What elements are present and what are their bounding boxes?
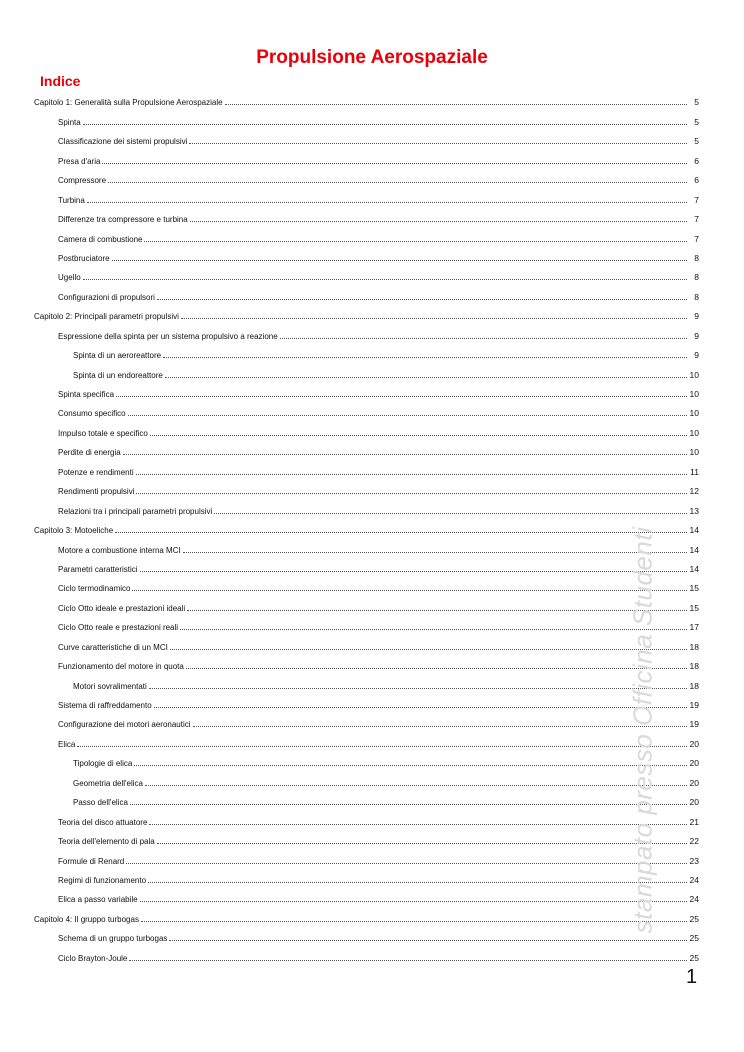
dot-leader — [280, 337, 687, 339]
toc-entry-label: Capitolo 2: Principali parametri propulsivi — [34, 312, 179, 322]
dot-leader — [225, 103, 687, 105]
toc-entry-page: 19 — [689, 719, 699, 730]
toc-entry[interactable] — [34, 943, 699, 962]
toc-entry-page: 8 — [694, 252, 699, 263]
toc-entry-page: 25 — [689, 933, 699, 944]
dot-leader — [148, 881, 687, 883]
dot-leader — [87, 201, 687, 203]
toc-entry-page: 10 — [689, 427, 699, 438]
toc-entry-label: Impulso totale e specifico — [58, 428, 148, 438]
toc-entry-page: 5 — [694, 116, 699, 127]
toc-entry-page: 24 — [689, 894, 699, 905]
toc-entry-page: 12 — [689, 486, 699, 497]
toc-entry-page: 20 — [689, 758, 699, 769]
toc-entry[interactable] — [34, 399, 699, 418]
dot-leader — [116, 395, 687, 397]
toc-entry-label: Funzionamento del motore in quota — [58, 662, 184, 672]
dot-leader — [83, 123, 687, 125]
dot-leader — [193, 725, 687, 727]
toc-entry-page: 15 — [689, 602, 699, 613]
dot-leader — [136, 492, 687, 494]
toc-entry-label: Presa d'aria — [58, 156, 101, 166]
toc-entry[interactable] — [34, 146, 699, 165]
toc-chapter-entry[interactable] — [34, 302, 699, 321]
toc-entry-page: 14 — [689, 525, 699, 536]
toc-entry-label: Rendimenti propulsivi — [58, 487, 135, 497]
toc-entry-label: Capitolo 4: Il gruppo turbogas — [34, 914, 139, 924]
toc-entry-page: 14 — [689, 563, 699, 574]
toc-entry[interactable] — [34, 885, 699, 904]
dot-leader — [157, 842, 687, 844]
toc-entry-label: Espressione della spinta per un sistema propulsivo a reazione — [58, 331, 278, 341]
dot-leader — [183, 551, 687, 553]
toc-entry-label: Capitolo 1: Generalità sulla Propulsione Aerospaziale — [34, 98, 223, 108]
toc-entry-page: 18 — [689, 661, 699, 672]
toc-entry[interactable] — [34, 710, 699, 729]
dot-leader — [157, 298, 687, 300]
toc-entry[interactable] — [34, 691, 699, 710]
toc-entry-label: Motore a combustione interna MCI — [58, 545, 181, 555]
dot-leader — [190, 220, 687, 222]
toc-entry-label: Classificazione dei sistemi propulsivi — [58, 137, 188, 147]
dot-leader — [154, 706, 687, 708]
toc-entry-label: Tipologie di elica — [73, 759, 133, 769]
toc-entry-label: Teoria dell'elemento di pala — [58, 837, 155, 847]
toc-entry[interactable] — [34, 418, 699, 437]
dot-leader — [136, 473, 687, 475]
toc-entry[interactable] — [34, 438, 699, 457]
toc-entry-page: 9 — [694, 330, 699, 341]
toc-entry-page: 25 — [689, 952, 699, 963]
toc-entry-page: 10 — [689, 369, 699, 380]
toc-entry-page: 22 — [689, 836, 699, 847]
toc-entry[interactable] — [34, 632, 699, 651]
toc-entry-label: Camera di combustione — [58, 234, 143, 244]
dot-leader — [149, 687, 687, 689]
toc-entry-page: 25 — [689, 913, 699, 924]
toc-entry-label: Curve caratteristiche di un MCI — [58, 642, 168, 652]
toc-entry-label: Perdite di energia — [58, 448, 121, 458]
toc-entry-label: Differenze tra compressore e turbina — [58, 215, 188, 225]
toc-entry-page: 14 — [689, 544, 699, 555]
toc-entry-page: 20 — [689, 777, 699, 788]
toc-entry-page: 15 — [689, 583, 699, 594]
toc-entry[interactable] — [34, 846, 699, 865]
toc-entry[interactable] — [34, 185, 699, 204]
toc-entry[interactable] — [34, 321, 699, 340]
dot-leader — [150, 434, 687, 436]
dot-leader — [108, 181, 687, 183]
toc-entry-page: 23 — [689, 855, 699, 866]
dot-leader — [134, 764, 687, 766]
page-number: 1 — [686, 966, 698, 988]
dot-leader — [129, 959, 687, 961]
toc-entry-page: 8 — [694, 291, 699, 302]
toc-entry-page: 17 — [689, 622, 699, 633]
dot-leader — [169, 939, 687, 941]
toc-entry-page: 20 — [689, 738, 699, 749]
dot-leader — [163, 356, 687, 358]
toc-entry-label: Relazioni tra i principali parametri propulsivi — [58, 506, 213, 516]
dot-leader — [83, 278, 687, 280]
toc-entry-label: Motori sovralimentati — [73, 681, 147, 691]
toc-entry[interactable] — [34, 555, 699, 574]
toc-entry-label: Elica a passo variabile — [58, 895, 138, 905]
dot-leader — [112, 259, 687, 261]
toc-entry[interactable] — [34, 380, 699, 399]
toc-entry[interactable] — [34, 263, 699, 282]
dot-leader — [140, 900, 687, 902]
toc-entry-page: 19 — [689, 700, 699, 710]
toc-entry-page: 20 — [689, 797, 699, 808]
dot-leader — [214, 512, 687, 514]
toc-entry-label: Spinta di un aeroreattore — [73, 351, 162, 361]
toc-entry[interactable] — [34, 671, 699, 690]
toc-entry[interactable] — [34, 166, 699, 185]
dot-leader — [126, 862, 687, 864]
toc-entry-page: 6 — [694, 155, 699, 166]
toc-entry[interactable] — [34, 652, 699, 671]
toc-entry-page: 5 — [694, 136, 699, 147]
toc-entry[interactable] — [34, 224, 699, 243]
toc-entry-label: Passo dell'elica — [73, 798, 128, 808]
dot-leader — [102, 162, 687, 164]
toc-entry[interactable] — [34, 613, 699, 632]
toc-entry-label: Sistema di raffreddamento — [58, 701, 152, 710]
toc-entry-page: 10 — [689, 447, 699, 458]
toc-entry-page: 21 — [689, 816, 699, 827]
toc-entry-label: Formule di Renard — [58, 856, 125, 866]
toc-entry-label: Consumo specifico — [58, 409, 126, 419]
toc-entry-page: 11 — [690, 466, 699, 477]
toc-entry[interactable] — [34, 282, 699, 301]
dot-leader — [144, 240, 687, 242]
toc-entry-label: Ciclo termodinamico — [58, 584, 131, 594]
toc-entry-label: Spinta specifica — [58, 390, 115, 399]
toc-entry-page: 9 — [694, 311, 699, 322]
toc-entry-label: Teoria del disco attuatore — [58, 817, 148, 827]
table-of-contents — [34, 88, 699, 963]
toc-entry[interactable] — [34, 457, 699, 476]
toc-entry[interactable] — [34, 535, 699, 554]
toc-entry-page: 24 — [689, 874, 699, 885]
dot-leader — [132, 589, 687, 591]
toc-entry-label: Schema di un gruppo turbogas — [58, 934, 168, 944]
toc-entry-label: Configurazioni di propulsori — [58, 292, 155, 302]
dot-leader — [186, 667, 687, 669]
toc-entry-label: Postbruciatore — [58, 253, 110, 263]
dot-leader — [170, 648, 687, 650]
toc-entry-page: 8 — [694, 272, 699, 283]
document-title: Propulsione Aerospaziale — [256, 47, 488, 68]
toc-entry[interactable] — [34, 360, 699, 379]
dot-leader — [123, 453, 687, 455]
toc-entry-label: Potenze e rendimenti — [58, 467, 134, 477]
dot-leader — [145, 784, 687, 786]
dot-leader — [77, 745, 687, 747]
toc-entry[interactable] — [34, 107, 699, 126]
toc-entry[interactable] — [34, 924, 699, 943]
toc-entry[interactable] — [34, 768, 699, 787]
toc-chapter-entry[interactable] — [34, 516, 699, 535]
toc-entry[interactable] — [34, 496, 699, 515]
toc-entry-label: Spinta di un endoreattore — [73, 370, 163, 380]
toc-entry-page: 13 — [689, 505, 699, 516]
toc-entry-label: Compressore — [58, 176, 107, 186]
toc-entry-label: Parametri caratteristici — [58, 564, 138, 574]
toc-entry[interactable] — [34, 127, 699, 146]
toc-entry-label: Configurazione dei motori aeronautici — [58, 720, 191, 730]
toc-entry-label: Regimi di funzionamento — [58, 875, 147, 885]
toc-entry[interactable] — [34, 574, 699, 593]
toc-entry-page: 7 — [694, 194, 699, 205]
dot-leader — [181, 317, 687, 319]
toc-entry-label: Ciclo Otto ideale e prestazioni ideali — [58, 603, 186, 613]
toc-entry[interactable] — [34, 788, 699, 807]
dot-leader — [115, 531, 687, 533]
toc-entry-label: Ciclo Brayton-Joule — [58, 953, 128, 963]
toc-entry[interactable] — [34, 729, 699, 748]
toc-entry[interactable] — [34, 244, 699, 263]
toc-entry-label: Ugello — [58, 273, 81, 283]
toc-entry-page: 7 — [694, 214, 699, 225]
dot-leader — [165, 376, 687, 378]
toc-entry-page: 18 — [689, 680, 699, 691]
toc-entry[interactable] — [34, 807, 699, 826]
toc-entry-page: 9 — [694, 350, 699, 361]
dot-leader — [140, 570, 687, 572]
toc-entry-label: Elica — [58, 739, 76, 749]
toc-entry-label: Geometria dell'elica — [73, 778, 144, 788]
dot-leader — [149, 823, 687, 825]
toc-entry[interactable] — [34, 477, 699, 496]
toc-entry[interactable] — [34, 341, 699, 360]
toc-entry[interactable] — [34, 827, 699, 846]
toc-entry-page: 5 — [694, 97, 699, 108]
toc-entry-label: Ciclo Otto reale e prestazioni reali — [58, 623, 179, 633]
dot-leader — [128, 414, 687, 416]
dot-leader — [187, 609, 687, 611]
toc-chapter-entry[interactable] — [34, 904, 699, 923]
toc-entry-label: Capitolo 3: Motoeliche — [34, 526, 114, 536]
dot-leader — [189, 142, 687, 144]
watermark: stampato presso Officina Studenti — [627, 526, 658, 934]
toc-entry-label: Turbina — [58, 195, 85, 205]
toc-entry-page: 10 — [689, 389, 699, 399]
dot-leader — [180, 628, 687, 630]
toc-entry[interactable] — [34, 593, 699, 612]
toc-entry-page: 10 — [689, 408, 699, 419]
toc-chapter-entry[interactable] — [34, 88, 699, 107]
toc-entry[interactable] — [34, 205, 699, 224]
dot-leader — [130, 803, 687, 805]
toc-entry-page: 7 — [694, 233, 699, 244]
toc-entry[interactable] — [34, 866, 699, 885]
dot-leader — [141, 920, 687, 922]
toc-entry-page: 18 — [689, 641, 699, 652]
toc-entry-label: Spinta — [58, 117, 81, 127]
toc-entry[interactable] — [34, 749, 699, 768]
toc-heading: Indice — [40, 73, 81, 89]
toc-entry-page: 6 — [694, 175, 699, 186]
